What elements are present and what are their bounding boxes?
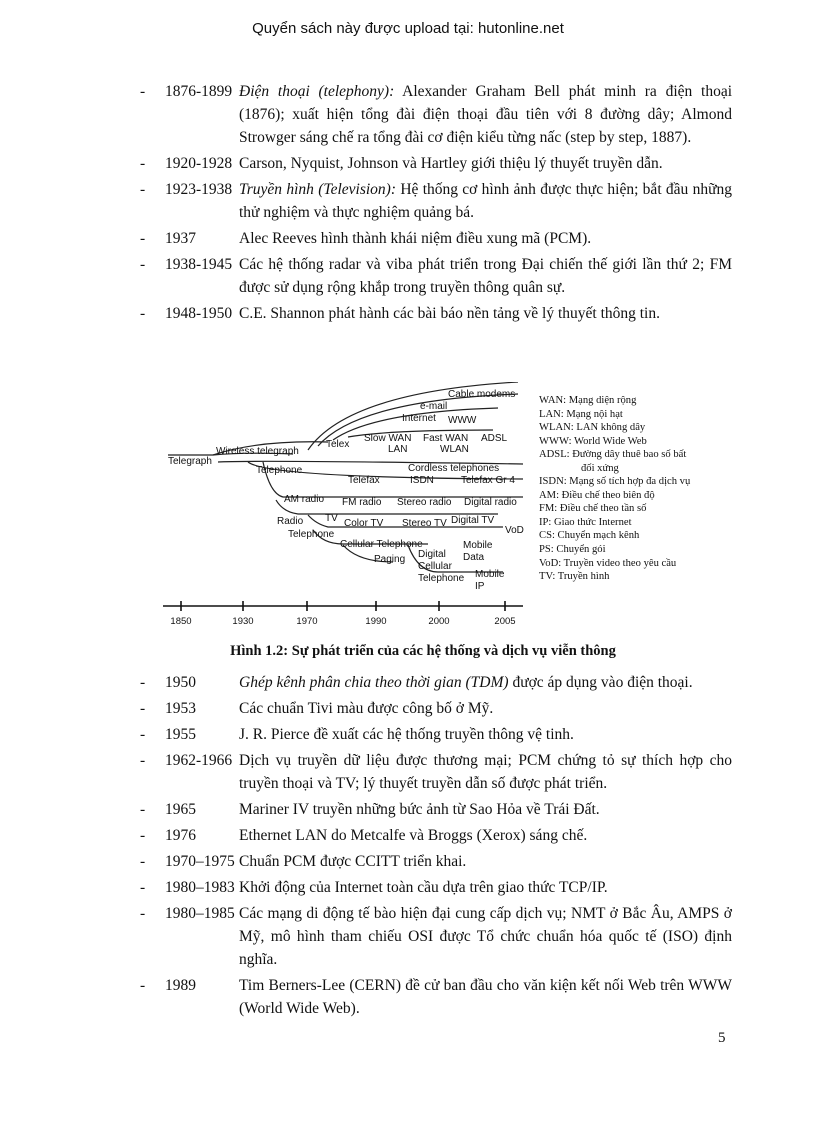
timeline-item — [140, 902, 732, 971]
label-digital-radio: Digital radio — [464, 497, 517, 508]
timeline-body: Các hệ thống radar và viba phát triển trong Đại chiến thế giới lần thứ 2; FM được sử dụng rộng khắp trong truyền thông quân sự. — [239, 256, 732, 296]
timeline-text — [239, 80, 732, 149]
bullet-dash: - — [140, 752, 146, 769]
timeline-year: 1938-1945 — [165, 256, 233, 273]
axis-label-2000: 2000 — [428, 616, 450, 627]
bullet-dash: - — [140, 305, 146, 322]
timeline-item — [140, 723, 732, 746]
label-radio: Radio — [277, 516, 304, 527]
timeline-year: 1965 — [165, 801, 196, 818]
evolution-figure — [158, 382, 528, 627]
bullet-dash: - — [140, 674, 146, 691]
label-telefax-gr4: Telefax Gr 4 — [461, 475, 515, 486]
timeline-body: Tim Berners-Lee (CERN) đề cử ban đầu cho văn kiện kết nối Web trên WWW (World Wide Web). — [239, 977, 732, 1017]
timeline-year: 1937 — [165, 230, 196, 247]
timeline-body: Mariner IV truyền những bức ảnh từ Sao Hỏa về Trái Đất. — [239, 801, 600, 818]
timeline-text — [239, 302, 732, 325]
timeline-text — [239, 253, 732, 299]
label-mobile-ip-2: IP — [475, 581, 485, 592]
label-paging: Paging — [374, 554, 406, 565]
legend-item: ISDN: Mạng số tích hợp đa dịch vụ — [539, 476, 691, 488]
timeline-item — [140, 798, 732, 821]
bullet-dash: - — [140, 853, 146, 870]
timeline-text — [239, 850, 732, 873]
timeline-item — [140, 80, 732, 149]
bullet-dash: - — [140, 801, 146, 818]
timeline-text — [239, 824, 732, 847]
timeline-year: 1876-1899 — [165, 83, 233, 100]
label-email: e-mail — [420, 401, 448, 412]
timeline-list-bottom — [140, 671, 732, 1023]
label-digital-cellular-1: Digital — [418, 549, 446, 560]
bullet-dash: - — [140, 700, 146, 717]
label-fast-wan: Fast WAN — [423, 433, 469, 444]
timeline-text — [239, 178, 732, 224]
label-telegraph: Telegraph — [168, 456, 212, 467]
label-tv: TV — [325, 513, 338, 524]
legend-item: ADSL: Đường dây thuê bao số bất — [539, 449, 687, 461]
timeline-item — [140, 850, 732, 873]
label-lan: LAN — [388, 444, 408, 455]
timeline-item — [140, 824, 732, 847]
evolution-diagram — [158, 382, 528, 627]
label-wireless: Wireless telegraph — [216, 446, 299, 457]
label-mobile-data-2: Data — [463, 552, 485, 563]
timeline-text — [239, 974, 732, 1020]
timeline-item — [140, 974, 732, 1020]
label-digital-cellular-3: Telephone — [418, 573, 465, 584]
timeline-item — [140, 253, 732, 299]
timeline-year: 1923-1938 — [165, 181, 233, 198]
bullet-dash: - — [140, 155, 146, 172]
legend-item: WAN: Mạng diện rộng — [539, 395, 637, 406]
legend-item: đối xứng — [581, 462, 619, 474]
axis-label-1970: 1970 — [296, 616, 318, 627]
timeline-year: 1976 — [165, 827, 196, 844]
timeline-body: Khởi động của Internet toàn cầu dựa trên giao thức TCP/IP. — [239, 879, 608, 896]
label-cable-modems: Cable modems — [448, 389, 516, 400]
legend-item: WWW: World Wide Web — [539, 435, 647, 447]
timeline-year: 1953 — [165, 700, 196, 717]
timeline-title: Điện thoại (telephony): — [239, 83, 395, 100]
label-telephone: Telephone — [256, 465, 303, 476]
bullet-dash: - — [140, 879, 146, 896]
axis-label-1850: 1850 — [170, 616, 192, 627]
timeline-title: Ghép kênh phân chia theo thời gian (TDM) — [239, 674, 509, 691]
bullet-dash: - — [140, 977, 146, 994]
label-color-tv: Color TV — [344, 518, 384, 529]
legend-item: VoD: Truyền video theo yêu cầu — [539, 557, 677, 569]
timeline-year: 1962-1966 — [165, 752, 233, 769]
timeline-text — [239, 749, 732, 795]
timeline-body: Chuẩn PCM được CCITT triển khai. — [239, 853, 467, 870]
timeline-year: 1970–1975 — [165, 853, 235, 870]
timeline-list-top — [140, 80, 732, 328]
figure-caption: Hình 1.2: Sự phát triển của các hệ thống và dịch vụ viễn thông — [230, 643, 616, 659]
timeline-text — [239, 723, 732, 746]
legend-item: TV: Truyền hình — [539, 571, 610, 583]
bullet-dash: - — [140, 905, 146, 922]
label-digital-tv: Digital TV — [451, 515, 495, 526]
timeline-item — [140, 671, 732, 694]
timeline-text — [239, 671, 732, 694]
bullet-dash: - — [140, 230, 146, 247]
label-am-radio: AM radio — [284, 494, 325, 505]
bullet-dash: - — [140, 726, 146, 743]
legend-item: LAN: Mạng nội hạt — [539, 408, 623, 420]
label-telephone-2: Telephone — [288, 529, 335, 540]
label-internet: Internet — [402, 413, 436, 424]
axis-label-1930: 1930 — [232, 616, 254, 627]
timeline-text — [239, 798, 732, 821]
label-fm-radio: FM radio — [342, 497, 382, 508]
timeline-body: Hệ thống cơ hình ảnh được thực hiện; bắt đầu những thử nghiệm và thực nghiệm quảng bá. — [239, 181, 733, 221]
timeline-text — [239, 902, 732, 971]
label-vod: VoD — [505, 525, 524, 536]
bullet-dash: - — [140, 256, 146, 273]
legend-item: FM: Điều chế theo tần số — [539, 503, 647, 515]
legend-item: PS: Chuyển gói — [539, 544, 606, 556]
label-stereo-tv: Stereo TV — [402, 518, 447, 529]
label-telex: Telex — [326, 439, 350, 450]
label-mobile-ip-1: Mobile — [475, 569, 505, 580]
timeline-body: Dịch vụ truyền dữ liệu được thương mại; PCM chứng tỏ sự thích hợp cho truyền thoại và TV; lý thuyết truyền dẫn số được phát triển. — [239, 752, 732, 792]
label-adsl: ADSL — [481, 433, 508, 444]
label-mobile-data-1: Mobile — [463, 540, 493, 551]
timeline-text — [239, 697, 732, 720]
label-www: WWW — [448, 415, 477, 426]
timeline-item — [140, 178, 732, 224]
bullet-dash: - — [140, 181, 146, 198]
label-cellular: Cellular Telephone — [340, 539, 423, 550]
bullet-dash: - — [140, 827, 146, 844]
timeline-item — [140, 152, 732, 175]
timeline-text — [239, 152, 732, 175]
label-digital-cellular-2: Cellular — [418, 561, 452, 572]
label-wlan: WLAN — [440, 444, 469, 455]
timeline-body: Ethernet LAN do Metcalfe và Broggs (Xerox) sáng chế. — [239, 827, 588, 844]
timeline-body: Carson, Nyquist, Johnson và Hartley giới thiệu lý thuyết truyền dẫn. — [239, 155, 663, 172]
label-slow-wan: Slow WAN — [364, 433, 412, 444]
legend-item: WLAN: LAN không dây — [539, 422, 646, 434]
timeline-item — [140, 697, 732, 720]
timeline-year: 1989 — [165, 977, 196, 994]
timeline-body: Các chuẩn Tivi màu được công bố ở Mỹ. — [239, 700, 494, 717]
label-cordless: Cordless telephones — [408, 463, 500, 474]
legend-item: CS: Chuyển mạch kênh — [539, 530, 640, 542]
bullet-dash: - — [140, 83, 146, 100]
timeline-title: Truyền hình (Television): — [239, 181, 396, 198]
timeline-year: 1950 — [165, 674, 196, 691]
legend-item: AM: Điều chế theo biên độ — [539, 489, 655, 501]
timeline-body: Alec Reeves hình thành khái niệm điều xung mã (PCM). — [239, 230, 592, 247]
timeline-year: 1980–1985 — [165, 905, 235, 922]
legend-item: IP: Giao thức Internet — [539, 516, 632, 528]
label-telefax: Telefax — [348, 475, 380, 486]
timeline-year: 1920-1928 — [165, 155, 233, 172]
timeline-text — [239, 876, 732, 899]
axis-label-1990: 1990 — [365, 616, 387, 627]
page-number: 5 — [718, 1030, 726, 1046]
timeline-item — [140, 302, 732, 325]
timeline-year: 1948-1950 — [165, 305, 233, 322]
timeline-text — [239, 227, 732, 250]
timeline-year: 1980–1983 — [165, 879, 235, 896]
timeline-body: C.E. Shannon phát hành các bài báo nền tảng về lý thuyết thông tin. — [239, 305, 660, 322]
figure-legend — [539, 394, 739, 584]
timeline-body: được áp dụng vào điện thoại. — [512, 674, 693, 691]
label-isdn: ISDN — [410, 475, 434, 486]
timeline-year: 1955 — [165, 726, 196, 743]
timeline-item — [140, 749, 732, 795]
timeline-body: Alexander Graham Bell phát minh ra điện thoại (1876); xuất hiện tổng đài điện thoại đầu tiên với 8 đường dây; Almond Strowger sáng chế ra tổng đài cơ điện kiểu từng nấc (step by step, 1887). — [239, 83, 732, 146]
axis-label-2005: 2005 — [494, 616, 516, 627]
timeline-item — [140, 227, 732, 250]
page-header: Quyển sách này được upload tại: hutonline.net — [252, 20, 564, 37]
timeline-body: J. R. Pierce đề xuất các hệ thống truyền thông vệ tinh. — [239, 726, 574, 743]
timeline-body: Các mạng di động tế bào hiện đại cung cấp dịch vụ; NMT ở Bắc Âu, AMPS ở Mỹ, mô hình tham chiếu OSI được Tổ chức chuẩn hóa quốc tế (ISO) định nghĩa. — [239, 905, 732, 968]
timeline-item — [140, 876, 732, 899]
label-stereo-radio: Stereo radio — [397, 497, 452, 508]
